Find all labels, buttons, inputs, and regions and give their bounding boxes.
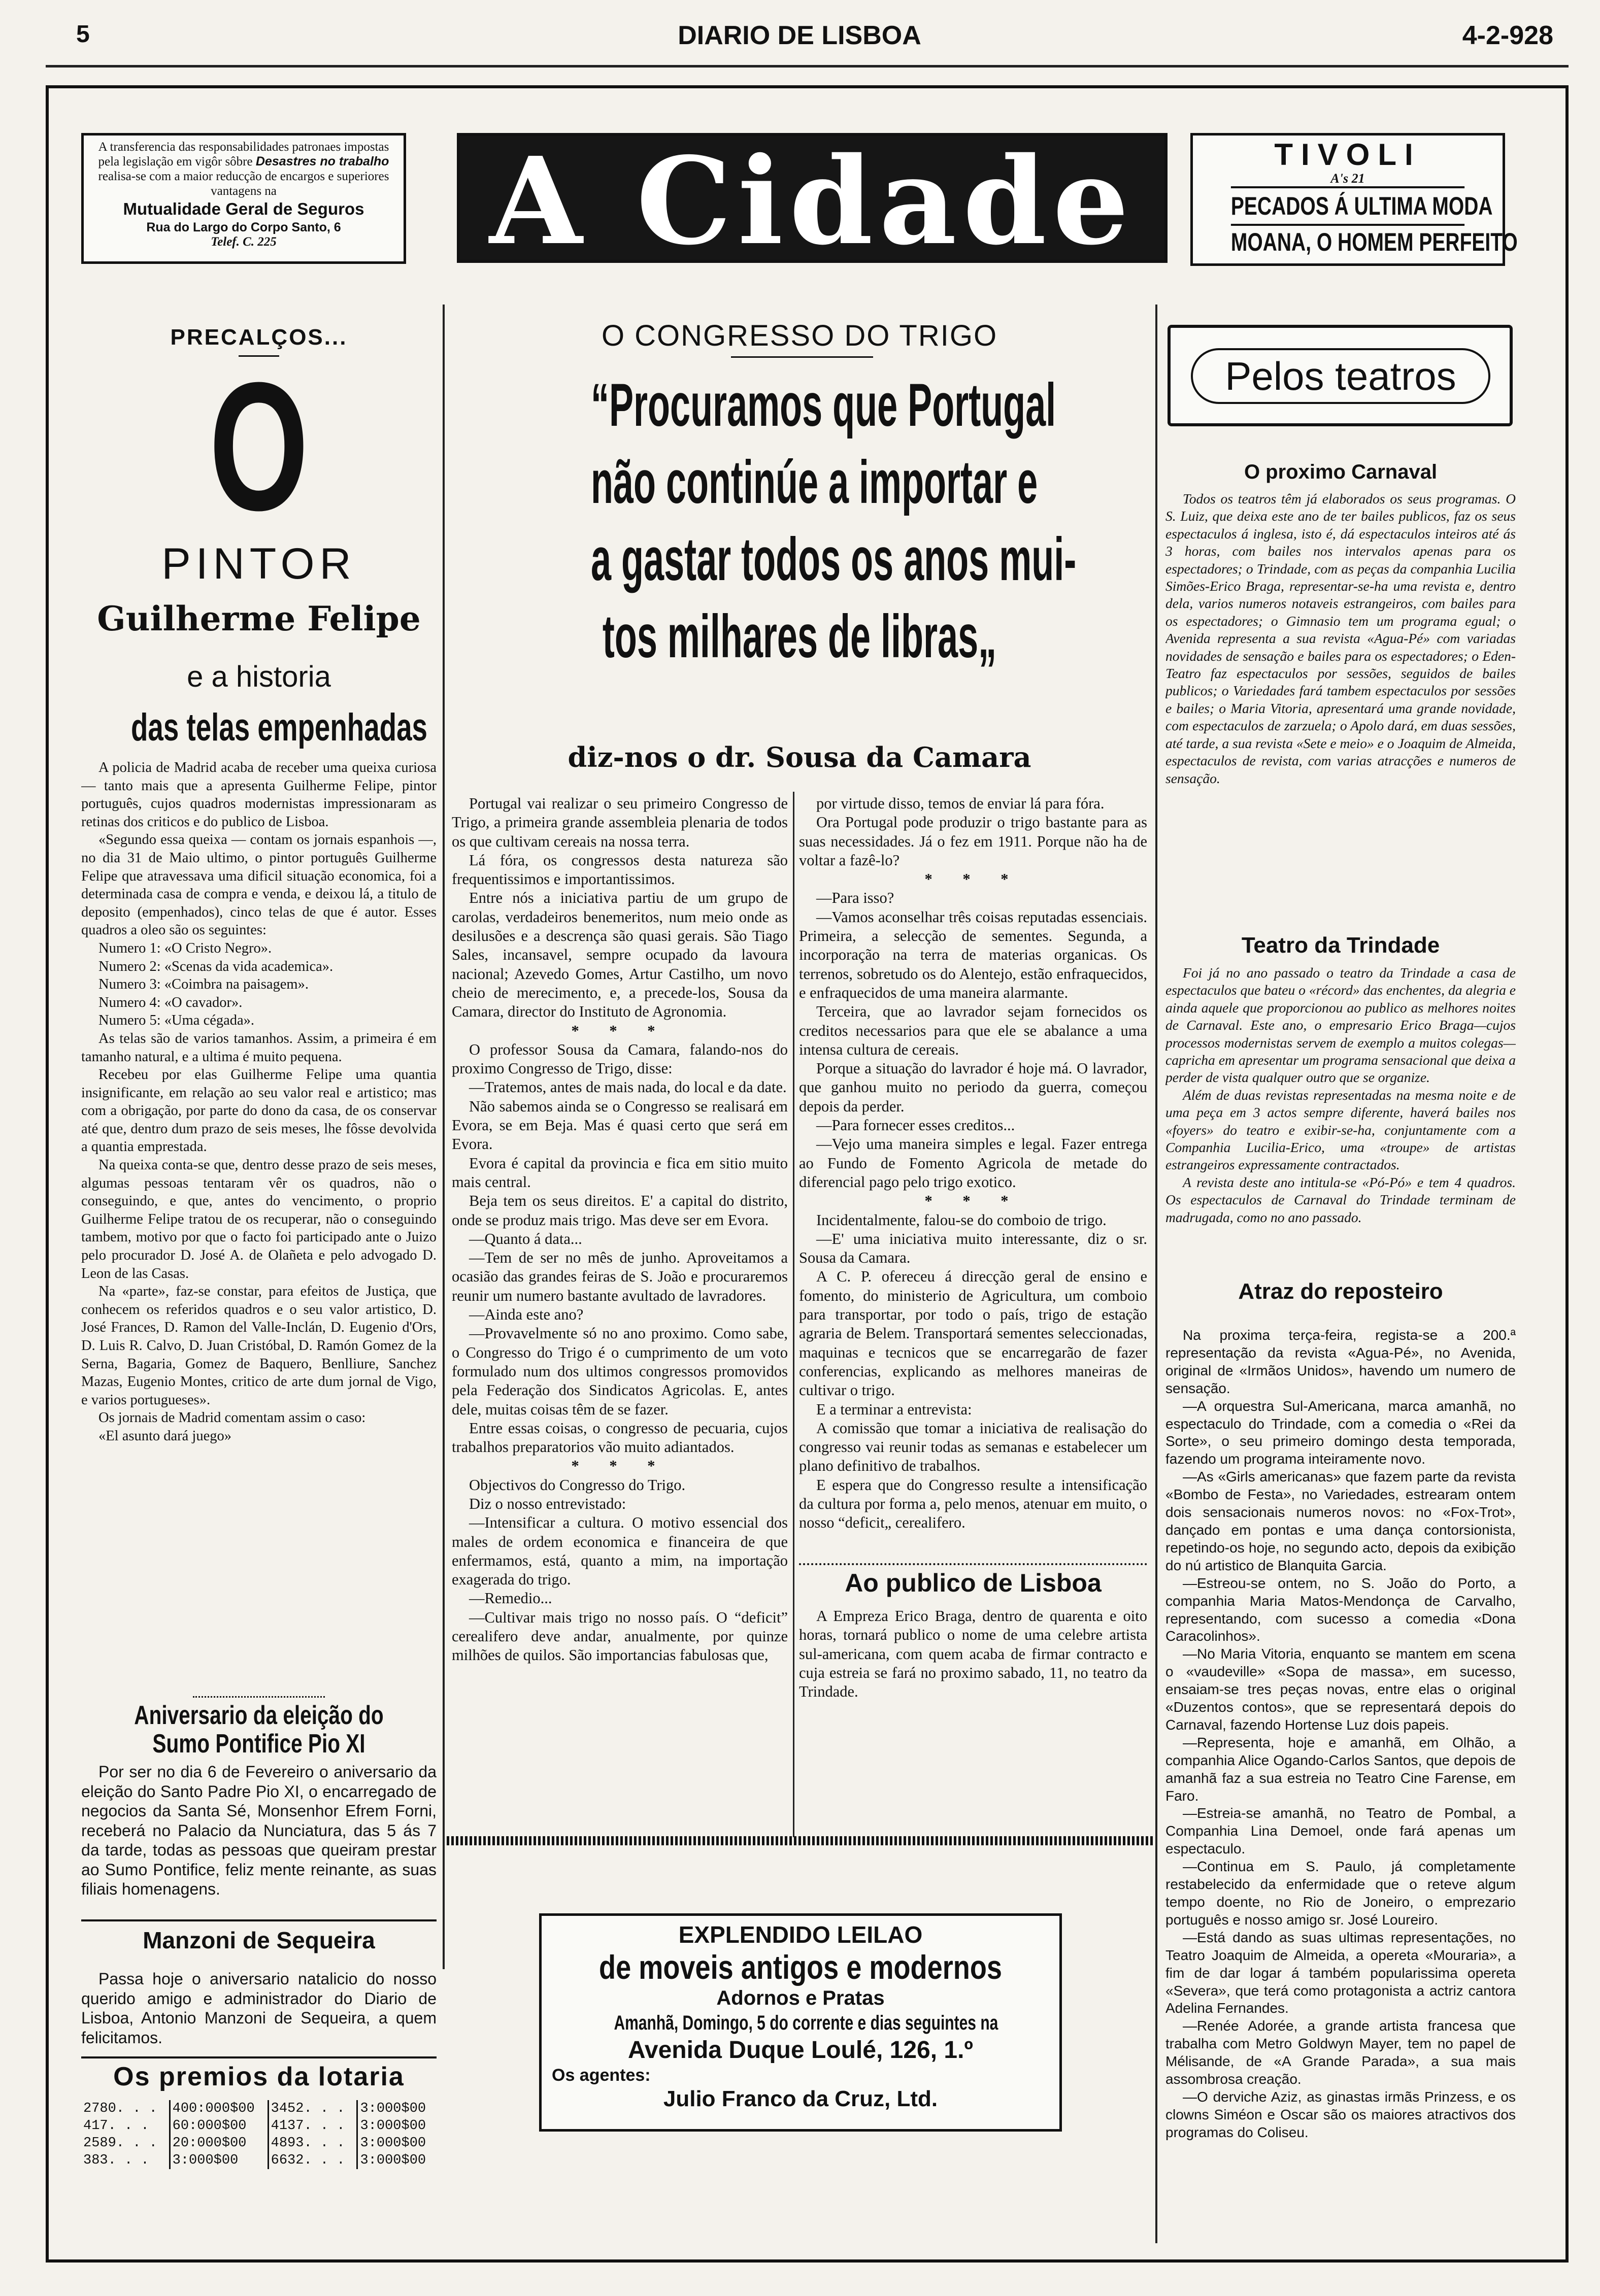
section-separator <box>447 1836 1153 1845</box>
theatre-carnaval-title: O proximo Carnaval <box>1244 461 1438 483</box>
table-cell: 3:000$00 <box>360 2153 426 2168</box>
tivoli-film-2: MOANA, O HOMEM PERFEITO <box>1231 224 1464 258</box>
tivoli-film-1: PECADOS Á ULTIMA MODA <box>1231 186 1464 224</box>
headline-line: “Procuramos que Portugal <box>591 371 1056 439</box>
paragraph: —A orquestra Sul-Americana, marca amanhã, no espectaculo do Trindade, com a comedia o «Rei da Sorte», o seu primeiro domingo desta temporada, fazendo um programa inteiramente novo. <box>1165 1398 1516 1467</box>
leilao-dates: Amanhã, Domingo, 5 do corrente e dias seguintes na <box>614 2012 998 2034</box>
paragraph: E a terminar a entrevista: <box>816 1400 972 1418</box>
theatre-reposteiro-body <box>1165 1327 1516 2240</box>
leilao-adornos: Adornos e Pratas <box>716 1987 885 2009</box>
theatre-banner <box>1168 325 1513 426</box>
paragraph: * * * <box>571 1457 669 1475</box>
paragraph: Numero 3: «Coimbra na paisagem». <box>98 976 309 993</box>
tivoli-title: TIVOLI <box>1274 138 1421 172</box>
paragraph: * * * <box>571 1022 669 1039</box>
ad-telephone: Telef. C. 225 <box>211 235 277 249</box>
column-rule <box>443 305 445 1969</box>
ad-text-2: Desastres no trabalho <box>255 154 389 168</box>
table-cell: 2589. . . <box>81 2135 170 2152</box>
table-row <box>81 2152 437 2169</box>
paragraph: Entre essas coisas, o congresso de pecuaria, cujos trabalhos preparatorios vão muito adiantados. <box>452 1419 788 1456</box>
article-publico-title: Ao publico de Lisboa <box>845 1569 1102 1597</box>
theatre-banner-title: Pelos teatros <box>1191 348 1490 404</box>
paragraph: —Tratemos, antes de mais nada, do local e da date. <box>469 1078 787 1096</box>
theatre-carnaval-body <box>1165 490 1516 927</box>
table-cell: 4893. . . <box>268 2135 357 2152</box>
ornament-rule <box>731 356 873 358</box>
article-publico-body <box>799 1607 1147 1830</box>
paragraph: Ora Portugal pode produzir o trigo bastante para as suas necessidades. Já o fez em 1911. Porque não ha de voltar a fazê-lo? <box>799 814 1147 869</box>
leilao-agents-label: Os agentes: <box>552 2066 651 2085</box>
column-rule <box>1155 305 1157 2243</box>
paragraph: Lá fóra, os congressos desta natureza são frequentissimos e importantissimos. <box>452 851 788 888</box>
paragraph: Terceira, que ao lavrador sejam fornecidos os creditos necessarios para que ele se abalance a uma intensa cultura de cereais. <box>799 1003 1147 1058</box>
paragraph: A C. P. ofereceu á direcção geral de ensino e fomento, do ministerio de Agricultura, um comboio para transportar, por todo o país, trigo de estação agraria de Belem. Transportará sementes seleccionadas, maquinas e tecnicos que se encarregarão de fazer conferencias, explicando as melhores maneiras de cultivar o trigo. <box>799 1268 1147 1399</box>
table-row <box>81 2117 437 2135</box>
ad-address: Rua do Largo do Corpo Santo, 6 <box>146 220 341 234</box>
paragraph: Recebeu por elas Guilherme Felipe uma quantia insignificante, em relação ao seu valor real e artistico; mas com a obrigação, por parte do dono da casa, de os conservar até que, dentro dum prazo de seis meses, lhe fôsse devolvida a quantia emprestada. <box>81 1067 437 1155</box>
paragraph: Evora é capital da provincia e fica em sitio muito mais central. <box>452 1154 788 1191</box>
paragraph: Além de duas revistas representadas na mesma noite e de uma peça em 3 actos sempre diferente, haverá bailes nos «foyers» do teatro e exibir-se-ha, conjuntamente com a Companhia Lucilia-Erico, uma «troupe» de artistas estrangeiros expressamente contractados. <box>1165 1087 1516 1173</box>
table-row <box>81 2135 437 2152</box>
headline-line: não continúe a importar e <box>591 448 1038 516</box>
table-cell: 3452. . . <box>268 2100 357 2117</box>
leilao-title: EXPLENDIDO LEILAO <box>678 1921 923 1948</box>
leilao-ad <box>539 1913 1062 2132</box>
paragraph: Numero 5: «Uma cégada». <box>98 1012 255 1029</box>
paragraph: Numero 1: «O Cristo Negro». <box>98 940 272 956</box>
article-trigo-col2 <box>799 794 1147 1562</box>
separator <box>81 1919 437 1921</box>
theatre-reposteiro-title: Atraz do reposteiro <box>1238 1279 1443 1304</box>
table-cell: 3:000$00 <box>360 2118 426 2134</box>
paragraph: A comissão que tomar a iniciativa de realisação do congresso vai reunir todas as semanas e estabelecer um plano definitivo de trabalhos. <box>799 1419 1147 1475</box>
ad-company: Mutualidade Geral de Seguros <box>123 199 364 218</box>
paragraph: * * * <box>924 870 1022 888</box>
table-cell: 3:000$00 <box>360 2101 426 2116</box>
paragraph: —Para isso? <box>816 889 894 907</box>
separator <box>193 1696 325 1698</box>
table-cell: 3:000$00 <box>170 2152 268 2169</box>
paragraph: Beja tem os seus direitos. E' a capital do distrito, onde se produz mais trigo. Mas deve ser em Evora. <box>452 1192 788 1229</box>
lotaria-title: Os premios da lotaria <box>113 2062 405 2091</box>
page-number: 5 <box>76 21 90 48</box>
separator <box>81 2056 437 2058</box>
leilao-subtitle: de moveis antigos e modernos <box>599 1948 1002 1986</box>
article-trigo-col1 <box>452 794 788 1832</box>
article-pintor-body <box>81 759 437 1695</box>
paragraph: Na proxima terça-feira, regista-se a 200.ª representação da revista «Agua-Pé», no Avenida, original de «Irmãos Unidos», havendo um numero de sensação. <box>1165 1327 1516 1396</box>
paragraph: —Vamos aconselhar três coisas reputadas essenciais. Primeira, a selecção de sementes. Segunda, a incorporação na terra de materias organicas. Os terrenos, sobretudo os do Alentejo, estão enfraquecidos, e enfraquecidos de uma maneira alarmante. <box>799 908 1147 1001</box>
paragraph: —Representa, hoje e amanhã, em Olhão, a companhia Alice Ogando-Carlos Santos, que depois de amanhã faz a sua estreia no Teatro Cine Farense, em Faro. <box>1165 1734 1516 1804</box>
paragraph: Foi já no ano passado o teatro da Trindade a casa de espectaculos que bateu o «récord» das enchentes, da alegria e ainda aquele que proporcionou ao publico as melhores noites de Carnaval. Este ano, o empresario Erico Braga—cujos processos modernistas servem de exemplo a muitos colegas—capricha em apresentar um programa sensacional que deixa a perder de vista qualquer outro que se organize. <box>1165 965 1516 1086</box>
table-cell: 20:000$00 <box>170 2135 268 2152</box>
paragraph: —Provavelmente só no ano proximo. Como sabe, o Congresso do Trigo é o cumprimento de um voto formulado num dos ultimos congressos promovidos pela Federação dos Sindicatos Agricolas. E, antes dele, muitas coisas têm de se fazer. <box>452 1325 788 1418</box>
paragraph: —Continua em S. Paulo, já completamente restabelecido da enfermidade que o reteve algum tempo doente, no Rio de Joneiro, o emprezario português e nosso amigo sr. José Loureiro. <box>1165 1859 1516 1928</box>
paragraph: A Empreza Erico Braga, dentro de quarenta e oito horas, tornará publico o nome de uma celebre artista sul-americana, com quem acaba de firmar contracto e cuja estreia se fará no proximo sabado, 11, no teatro da Trindade. <box>799 1607 1147 1701</box>
paragraph: —Ainda este ano? <box>469 1306 584 1324</box>
paragraph: Portugal vai realizar o seu primeiro Congresso de Trigo, a primeira grande assembleia plenaria de todos os que cultivam cereais na nossa terra. <box>452 795 788 850</box>
paragraph: * * * <box>924 1192 1022 1210</box>
paragraph: «Segundo essa queixa — contam os jornais espanhois —, no dia 31 de Maio ultimo, o pintor português Guilherme Felipe que atravessava uma dificil situação economica, foi a determinada casa de compra e venda, e deixou lá, a titulo de deposito (empenhados), cinco telas de que é autor. Esses quadros a oleo são os seguintes: <box>81 832 437 938</box>
paragraph: Na «parte», faz-se constar, para efeitos de Justiça, que conhecem os referidos quadros e o seu valor artistico, D. José Frances, D. Ramon del Valle-Inclán, D. Eugenio d'Ors, D. Luis R. Calvo, D. Juan Cristóbal, D. Ramón Gomez de la Serna, Bagaria, Gomez de Baquero, Benlliure, Sanchez Mazas, Eugenio Montes, critico de arte dum jornal de Vigo, e varios portugueses». <box>81 1284 437 1408</box>
table-cell: 2780. . . <box>81 2100 170 2117</box>
paragraph: Na queixa conta-se que, dentro desse prazo de seis meses, algumas pessoas tentaram vêr os quadros, não o conseguindo, e que, antes do vencimento, o proprio Guilherme Felipe tratou de os recuperar, não o conseguindo tambem, motivo por que o facto foi participado ante o Juizo pelo procurador D. José A. de Olañeta e pelo advogado D. Leon de las Casas. <box>81 1157 437 1281</box>
paragraph: Numero 4: «O cavador». <box>98 994 243 1010</box>
paragraph: —Para fornecer esses creditos... <box>816 1117 1015 1134</box>
paragraph: por virtude disso, temos de enviar lá para fóra. <box>816 795 1105 812</box>
headline-name: Guilherme Felipe <box>97 599 421 638</box>
paragraph: —As «Girls americanas» que fazem parte da revista «Bombo de Festa», no Variedades, estrearam ontem dois sensacionais numeros novos: no «Fox-Trot», dançado em pontas e uma dança contorsionista, repetindo-os hoje, no segundo acto, depois da exibição do nú artistico de Blanquita Garcia. <box>1165 1469 1516 1573</box>
table-cell: 417. . . <box>81 2117 170 2135</box>
paragraph: E espera que do Congresso resulte a intensificação da cultura por forma a, pelo menos, atenuar em muito, o nosso “deficit„ cerealifero. <box>799 1476 1147 1532</box>
paragraph: O professor Sousa da Camara, falando-nos do proximo Congresso de Trigo, disse: <box>452 1040 788 1077</box>
paragraph: —E' uma iniciativa muito interessante, diz o sr. Sousa da Camara. <box>799 1230 1147 1267</box>
paragraph: As telas são de varios tamanhos. Assim, a primeira é em tamanho natural, e a ultima é muito pequena. <box>81 1030 437 1065</box>
table-cell: 383. . . <box>81 2152 170 2169</box>
paragraph: Diz o nosso entrevistado: <box>469 1495 626 1512</box>
header-rule <box>46 65 1569 67</box>
table-cell: 6632. . . <box>268 2152 357 2169</box>
headline-line: a gastar todos os anos mui- <box>591 525 1077 593</box>
article-aniversario-title: Aniversario da eleição do Sumo Pontifice Pio XI <box>134 1701 384 1759</box>
lotaria-table <box>81 2100 437 2169</box>
paragraph: Objectivos do Congresso do Trigo. <box>469 1476 686 1494</box>
article-trigo-byline: diz-nos o dr. Sousa da Camara <box>568 741 1031 773</box>
ad-text-1: A transferencia das responsabilidades patronaes impostas pela legislação em vigôr sôbre <box>98 140 389 168</box>
table-row <box>81 2100 437 2117</box>
paragraph: —O derviche Aziz, as ginastas irmãs Prinzess, e os clowns Siméon e Oscar são os maiores atractivos dos programas do Coliseu. <box>1165 2088 1516 2140</box>
paragraph: A policia de Madrid acaba de receber uma queixa curiosa — tanto mais que a apresenta Guilherme Felipe, pintor português, cujos quadros modernistas impressionaram as retinas dos criticos e do publico de Lisboa. <box>81 760 437 830</box>
kicker-congresso: O CONGRESSO DO TRIGO <box>601 319 998 352</box>
newspaper-name: DIARIO DE LISBOA <box>678 21 921 50</box>
article-manzoni-title: Manzoni de Sequeira <box>143 1927 375 1953</box>
paragraph: Numero 2: «Scenas da vida academica». <box>98 958 334 974</box>
paragraph: —Remedio... <box>469 1590 552 1607</box>
headline-initial: O <box>209 345 309 549</box>
paragraph: —Vejo uma maneira simples e legal. Fazer entrega ao Fundo de Fomento Agricola de metade do diferencial pago pelo trigo exotico. <box>799 1135 1147 1191</box>
paragraph: A revista deste ano intitula-se «Pó-Pó» e tem 4 quadros. Os espectaculos de Carnaval do Trindade terminam de madrugada, como no ano passado. <box>1165 1174 1516 1225</box>
paragraph: Porque a situação do lavrador é hoje má. O lavrador, que ganhou muito no periodo da guerra, começou depois da perder. <box>799 1060 1147 1115</box>
table-cell: 4137. . . <box>268 2117 357 2135</box>
insurance-ad <box>81 133 406 264</box>
paragraph: —Cultivar mais trigo no nosso país. O “deficit” cerealifero deve andar, anualmente, por quinze milhões de quilos. São importancias fabulosas que, <box>452 1608 788 1664</box>
paragraph: Por ser no dia 6 de Fevereiro o aniversario da eleição do Santo Padre Pio XI, o encarregado de negocios da Santa Sé, Monsenhor Efrem Forni, receberá no Palacio da Nunciatura, das 5 ás 7 da tarde, todas as pessoas que queiram prestar ao Sumo Pontifice, feliz mente reinante, as suas filiais homenagens. <box>81 1763 437 1898</box>
separator <box>799 1563 1147 1565</box>
theatre-trindade-title: Teatro da Trindade <box>1241 933 1440 958</box>
paragraph: —Estreou-se ontem, no S. João do Porto, a companhia Maria Matos-Mendonça de Carvalho, representando, com sucesso a comedia «Dona Caracolinhos». <box>1165 1575 1516 1644</box>
paragraph: —Tem de ser no mês de junho. Aproveitamos a ocasião das grandes feiras de S. João e procuraremos reunir um numero bastante avultado de lavradores. <box>452 1249 788 1304</box>
paragraph: Não sabemos ainda se o Congresso se realisará em Evora, se em Beja. Mas é quasi certo que será em Evora. <box>452 1097 788 1153</box>
column-rule <box>793 792 794 1837</box>
paragraph: —Estreia-se amanhã, no Teatro de Pombal, a Companhia Lina Demoel, onde fará apenas um espectaculo. <box>1165 1805 1516 1857</box>
paragraph: —Renée Adorée, a grande artista francesa que trabalha com Metro Goldwyn Mayer, tem no papel de Mélisande, de «A Grande Parada», a sua mais assombrosa creação. <box>1165 2018 1516 2087</box>
paragraph: —No Maria Vitoria, enquanto se mantem em scena o «vaudeville» «Sopa de massa», em sucesso, ensaiam-se tres peças novas, entre elas o original «Duzentos contos», que se representará depois do Carnaval, fazendo Hortense Luz dois papeis. <box>1165 1646 1516 1733</box>
leilao-agents: Julio Franco da Cruz, Ltd. <box>663 2086 938 2111</box>
headline-pintor: PINTOR <box>161 539 356 588</box>
ad-text-3: realisa-se com a maior reducção de encargos e superiores vantagens na <box>98 170 389 198</box>
section-masthead: A Cidade <box>457 133 1168 263</box>
table-cell: 400:000$00 <box>170 2100 268 2117</box>
table-cell: 3:000$00 <box>360 2136 426 2151</box>
table-cell: 60:000$00 <box>170 2117 268 2135</box>
headline-line: tos milhares de libras„ <box>602 602 997 670</box>
theatre-trindade-body <box>1165 964 1516 1269</box>
tivoli-time: A's 21 <box>1330 171 1365 186</box>
paragraph: Incidentalmente, falou-se do comboio de trigo. <box>816 1211 1107 1229</box>
issue-date: 4-2-928 <box>1462 21 1553 50</box>
article-aniversario-body <box>81 1762 437 1914</box>
paragraph: «El asunto dará juego» <box>98 1428 231 1444</box>
paragraph: Passa hoje o aniversario natalicio do nosso querido amigo e administrador do Diario de Lisboa, Antonio Manzoni de Sequeira, a quem felicitamos. <box>81 1970 437 2047</box>
article-manzoni-body <box>81 1969 437 2050</box>
paragraph: Todos os teatros têm já elaborados os seus programas. O S. Luiz, que deixa este ano de ter bailes publicos, faz os seus espectaculos á inglesa, isto é, dá espectaculos inteiros até ás 3 horas, com bailes nos intervalos apenas para os espectadores; o Trindade, com as peças da companhia Lucilia Simões-Erico Braga, representar-se-ha uma revista e, dentro dela, varios numeros notaveis estrangeiros, com bailes para os espectadores; o Gimnasio tem um programa egual; o Avenida representa a sua revista «Agua-Pé» com variadas novidades de sensação e bailes para os espectadores; o Eden-Teatro faz espectaculos por sessões, seguidos de bailes publicos; o Variedades fará tambem espectaculos por sessões e bailes; o Maria Vitoria, apresentará uma grande novidade, com espectaculos de zarzuela; o Apolo dará, em duas sessões, até tarde, a sua revista «Sete e meio» e o Joaquim de Almeida, espectaculos de revista, com varias atracções e numeros de sensação. <box>1165 491 1516 786</box>
paragraph: —Intensificar a cultura. O motivo essencial dos males de ordem economica e financeira de que enfermamos, está, quanto a mim, na importação exagerada do trigo. <box>452 1514 788 1589</box>
paragraph: Os jornais de Madrid comentam assim o caso: <box>98 1410 366 1426</box>
paragraph: Entre nós a iniciativa partiu de um grupo de carolas, verdadeiros benemeritos, num meio onde as desilusões e a descrença são quasi gerais. São Tiago Sales, incansavel, sempre ocupado da lavoura nacional; Azevedo Gomes, Artur Castilho, um novo cheio de merecimento, e, a precede-los, Sousa da Camara, director do Instituto de Agronomia. <box>452 889 788 1021</box>
leilao-address: Avenida Duque Loulé, 126, 1.º <box>628 2037 973 2064</box>
article-trigo-headline <box>452 366 1147 675</box>
kicker-precalcos: PRECALÇOS... <box>170 325 348 350</box>
tivoli-ad <box>1190 133 1518 266</box>
headline-telas: das telas empenhadas <box>131 706 427 749</box>
headline-historia: e a historia <box>187 660 331 693</box>
paragraph: —Quanto á data... <box>469 1230 582 1247</box>
paragraph: —Está dando as suas ultimas representações, no Teatro Joaquim de Almeida, a opereta «Mouraria», a fim de dar logar á também popularissima opereta «Severa», que terá como protagonista a actriz cantora Adelina Fernandes. <box>1165 1929 1516 2016</box>
